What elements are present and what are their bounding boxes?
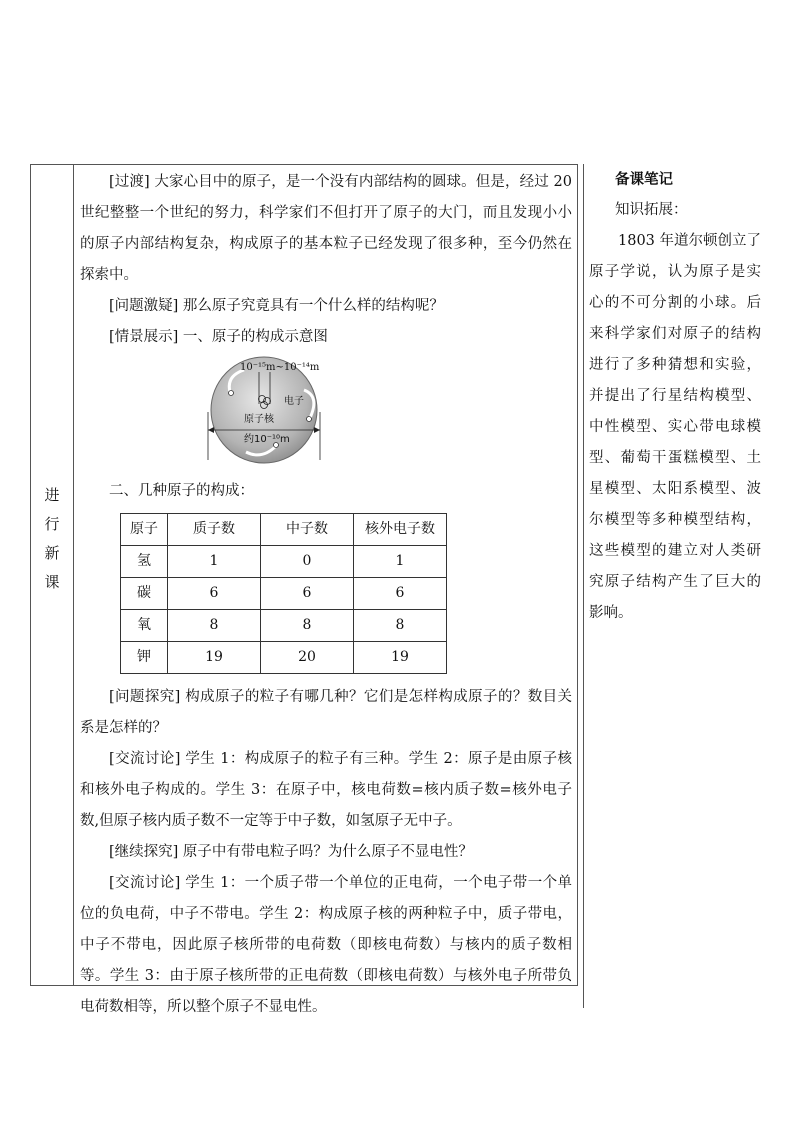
table-cell: 8 (168, 610, 261, 642)
nucleus-size-label: 10⁻¹⁵m~10⁻¹⁴m (240, 362, 320, 373)
paragraph-question: [问题激疑] 那么原子究竟具有一个什么样的结构呢？ (109, 298, 444, 314)
paragraph-discussion: [交流讨论] 学生 1：构成原子的粒子有三种。学生 2：原子是由原子核和核外电子构成的。学生 3：在原子中，核电荷数=核内质子数=核外电子数,但原子核内质子数不一定等于中子数，如氢原子无中子。 (80, 751, 572, 829)
table-cell: 碳 (121, 578, 168, 610)
paragraph-discussion-2: [交流讨论] 学生 1：一个质子带一个单位的正电荷，一个电子带一个单位的负电荷，中子不带电。学生 2：构成原子核的两种粒子中，质子带电，中子不带电，因此原子核所带的电荷数（即核电荷数）与核内的质子数相等。学生 3：由于原子核所带的正电荷数（即核电荷数）与核外电子所带负电荷数相等，所以整个原子不显电性。 (80, 875, 572, 1015)
table-cell: 8 (354, 610, 447, 642)
nucleus-label: 原子核 (244, 414, 274, 425)
table-cell: 20 (261, 642, 354, 674)
table-row (121, 642, 447, 674)
table-row (121, 546, 447, 578)
table-cell: 钾 (121, 642, 168, 674)
table-cell: 6 (261, 578, 354, 610)
section-label (31, 481, 73, 597)
table-cell: 1 (168, 546, 261, 578)
table-cell: 19 (354, 642, 447, 674)
atom-structure-figure (80, 356, 572, 472)
table-cell: 8 (261, 610, 354, 642)
section2-title: 二、几种原子的构成： (109, 483, 254, 499)
lesson-notes (589, 164, 761, 629)
section-label-char: 新 (44, 544, 60, 562)
notes-divider (583, 164, 584, 1008)
table-header: 核外电子数 (354, 514, 447, 546)
table-cell: 19 (168, 642, 261, 674)
notes-title: 备课笔记 (615, 171, 673, 188)
electron (229, 391, 234, 396)
atom-diagram (204, 356, 328, 468)
lesson-content (80, 167, 572, 1023)
table-header: 中子数 (261, 514, 354, 546)
table-header: 质子数 (168, 514, 261, 546)
electron (307, 417, 312, 422)
table-cell: 1 (354, 546, 447, 578)
table-cell: 0 (261, 546, 354, 578)
notes-subtitle: 知识拓展： (615, 202, 688, 218)
arrow-head (314, 427, 320, 433)
paragraph-further-inquiry: [继续探究] 原子中有带电粒子吗？为什么原子不显电性？ (109, 844, 473, 860)
notes-body: 1803 年道尔顿创立了原子学说，认为原子是实心的不可分割的小球。后来科学家们对原子的结构进行了多种猜想和实验，并提出了行星结构模型、中性模型、实心带电球模型、葡萄干蛋糕模型、土星模型、太阳系模型、波尔模型等多种模型结构，这些模型的建立对人类研究原子结构产生了巨大的影响。 (589, 233, 762, 621)
table-cell: 氢 (121, 546, 168, 578)
table-row (121, 610, 447, 642)
section-label-char: 进 (44, 486, 60, 504)
table-header: 原子 (121, 514, 168, 546)
column-divider (73, 165, 74, 985)
table-cell: 氧 (121, 610, 168, 642)
section-label-char: 行 (44, 515, 60, 533)
table-header-row (121, 514, 447, 546)
table-cell: 6 (168, 578, 261, 610)
paragraph-transition: [过渡] 大家心目中的原子，是一个没有内部结构的圆球。但是，经过 20 世纪整整一个世纪的努力，科学家们不但打开了原子的大门，而且发现小小的原子内部结构复杂，构成原子的基本粒子已经发现了很多种，至今仍然在探索中。 (80, 174, 572, 283)
arrow-head (208, 427, 214, 433)
table-row (121, 578, 447, 610)
paragraph-scene: [情景展示] 一、原子的构成示意图 (109, 329, 328, 345)
electron-label: 电子 (284, 396, 304, 407)
table-cell: 6 (354, 578, 447, 610)
atom-composition-table (120, 513, 447, 674)
section-label-char: 课 (44, 573, 60, 591)
atom-size-label: 约10⁻¹⁰m (244, 434, 290, 445)
paragraph-inquiry: [问题探究] 构成原子的粒子有哪几种？它们是怎样构成原子的？数目关系是怎样的？ (80, 689, 572, 736)
